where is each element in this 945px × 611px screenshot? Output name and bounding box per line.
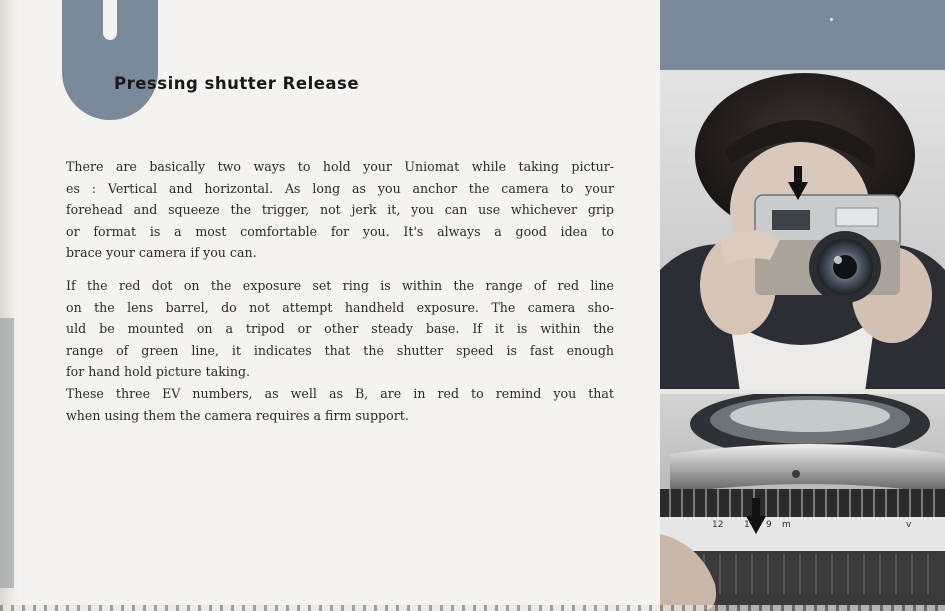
gutter-strip <box>0 318 14 588</box>
body-text <box>66 156 614 426</box>
down-arrow-icon <box>746 498 766 536</box>
chapter-tab <box>62 0 158 120</box>
lens-scale-number: 12 <box>712 520 724 530</box>
photo-person-holding-camera <box>660 70 945 392</box>
lens-scale-unit: m <box>782 520 791 530</box>
text-line: There are basically two ways to hold your Uniomat while taking pictur- <box>66 159 614 174</box>
text-line: uld be mounted on a tripod or other steady base. If it is within the <box>66 321 614 337</box>
text-line: on the lens barrel, do not attempt handheld exposure. The camera sho- <box>66 299 614 315</box>
text-line: If the red dot on the exposure set ring is within the range of red line <box>66 277 614 293</box>
text-line: or format is a most comfortable for you. It's always a good idea to <box>66 223 614 239</box>
text-line: when using them the camera requires a firm support. <box>66 407 409 423</box>
text-line: for hand hold picture taking. <box>66 364 251 380</box>
accent-bar <box>660 0 945 70</box>
text-line: brace your camera if you can. <box>66 245 257 261</box>
photo-column <box>660 0 945 611</box>
text-line: forehead and squeeze the trigger, not jerk it, you can use whichever grip <box>66 202 614 218</box>
text-line: es : Vertical and horizontal. As long as you anchor the camera to your <box>66 180 614 196</box>
paragraph-1 <box>66 156 614 264</box>
paragraph-2 <box>66 275 614 383</box>
paragraph-3 <box>66 383 614 426</box>
section-title: Pressing shutter Release <box>114 74 360 93</box>
text-line: range of green line, it indicates that the shutter speed is fast enough <box>66 342 614 358</box>
down-arrow-icon <box>788 166 808 202</box>
text-line: These three EV numbers, as well as B, are in red to remind you that <box>66 385 614 401</box>
page-bottom-edge <box>0 605 945 611</box>
lens-scale-letter: v <box>906 520 912 530</box>
chapter-tab-mark <box>103 0 117 40</box>
lens-scale-number: 9 <box>766 520 772 530</box>
accent-dot <box>830 18 833 21</box>
photo-lens-barrel <box>660 394 945 611</box>
lens-scale-number: 1 <box>744 520 750 530</box>
